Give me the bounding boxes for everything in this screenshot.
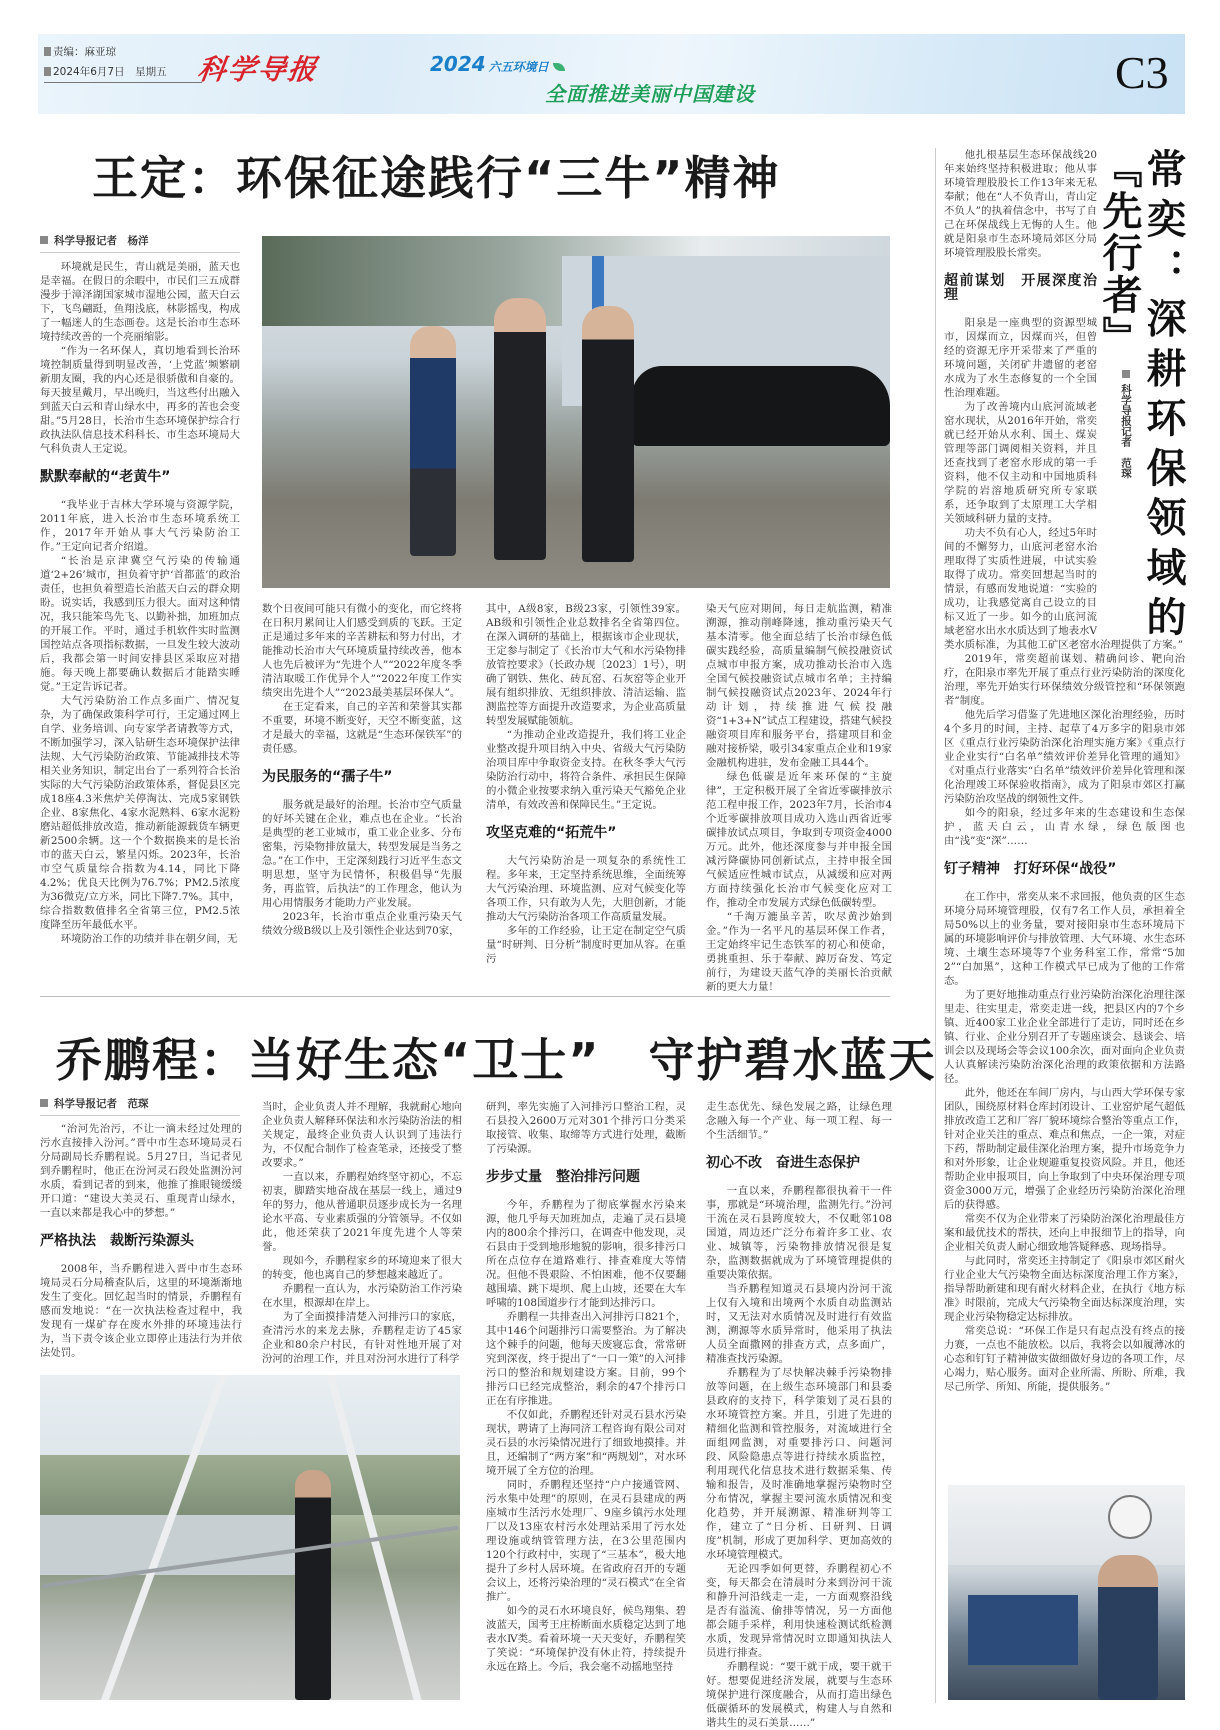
paragraph: “长治是京津冀空气污染的传输通道‘2+26’城市，担负着守护‘首都蓝’的政治责任，也担负着塑造长治蓝天白云的群众期盼。说实话，我感到压力很大。面对这种情况，我只能笨鸟先飞、以勤补拙，加班加点的开展工作。平时，通过手机软件实时监测国控站点各项指标数据，一旦发生较大波动后，我都会第一时间安排县区采取应对措施。每天晚上都要确认数据后才能踏实睡觉。”王定告诉记者。 xyxy=(40,555,240,693)
editor-line xyxy=(44,44,116,59)
sidebar-photo xyxy=(948,1485,1185,1700)
paragraph: 当乔鹏程知道灵石县境内汾河干流上仅有入境和出境两个水质自动监测站时，又无法对水质情况及时进行有效监测，溯源等水质异常时，他采用了执法人员全面撒网的排查方式，点多面广，精准查找污染源。 xyxy=(706,1283,892,1365)
paragraph: 此外，他还在车间厂房内，与山西大学环保专家团队，围绕原材料仓库封闭设计、工业窑炉尾气超低排放改造工艺和厂容厂貌环境综合整治等重点工作，针对企业关注的重点、难点和焦点，一企一策，对症下药，帮助制定最佳深化治理方案，提升市场竞争力和对外形象，让企业规避重复投资风险。并且，他还帮助企业申报项目，向上争取到了中央环保治理专项资金3000万元，增强了企业经历污染防治深化治理后的获得感。 xyxy=(944,1087,1185,1211)
paragraph: 数个日夜间可能只有微小的变化，而它终将在日积月累间让人们感受到质的飞跃。王定正是通过多年来的辛苦耕耘和努力付出，才能推动长治市大气环境质量持续改善，他本人也先后被评为“先进个人”“2022年度冬季清洁取暖工作优异个人”“2022年度工作实绩突出先进个人”“2023最美基层环保人”。 xyxy=(262,603,462,699)
paragraph: 研判，率先实施了入河排污口整治工程，灵石县投入2600万元对301个排污口分类采取接管、收集、取缔等方式进行处理，截断了污染源。 xyxy=(486,1101,686,1155)
paragraph: “治河先治污，不让一滴未经过处理的污水直接排入汾河。”晋中市生态环境局灵石分局副局长乔鹏程说。5月27日，当记者见到乔鹏程时，他正在汾河灵石段处监测汾河水质，看到记者的到来，他推了推眼镜缓缓开口道：“建设大美灵石、重现青山绿水，一直以来都是我心中的梦想。” xyxy=(40,1123,242,1219)
paragraph: 2008年，当乔鹏程进入晋中市生态环境局灵石分局稽查队后，这里的环境渐渐地发生了变化。回忆起当时的情景，乔鹏程有感而发地说：“在一次执法检查过程中，我发现有一煤矿存在废水外排的环境违法行为，当下责令该企业立即停止违法行为并依法处罚。 xyxy=(40,1263,242,1359)
article1-column-1 xyxy=(40,260,240,992)
photo-wall-clock xyxy=(1108,1495,1152,1539)
article2-column-4 xyxy=(706,1100,892,1729)
page-number: C3 xyxy=(1115,47,1169,98)
paragraph: 今年，乔鹏程为了彻底掌握水污染来源，他几乎每天加班加点，走遍了灵石县境内的800余个排污口，在调查中他发现，灵石县由于受到地形地貌的影响，很多排污口所在点位存在道路难行、排查难度大等情况。但他不畏艰险、不怕困难，他不仅要翻越围墙、跳下堤坝、爬上山坡，还要在大车呼啸的108国道步行才能到达排污口。 xyxy=(486,1199,686,1309)
date-line xyxy=(44,64,167,79)
section-subheading: 超前谋划 开展深度治理 xyxy=(944,273,1097,303)
photo-car xyxy=(632,366,890,446)
paragraph: 如今的阳泉，经过多年来的生态建设和生态保护，蓝天白云，山青水绿，绿色版图也由“浅”变“深”…… xyxy=(944,807,1185,847)
article2-photo xyxy=(40,1375,460,1700)
paragraph: 与此同时，常奕还主持制定了《阳泉市郊区耐火行业企业大气污染物全面达标深度治理工作方案》，指导帮助新建和现有耐火材料企业，在执行《地方标准》时限前，完成大气污染物全面达标深度治理，实现企业污染物稳定达标排放。 xyxy=(944,1255,1185,1323)
paragraph: 其中，A级8家，B级23家，引领性39家。AB级和引领性企业总数排名全省第四位。在深入调研的基础上，根据该市企业现状，王定参与制定了《长治市大气和水污染物排放管控要求》（长政办规〔2023〕1号），明确了钢铁、焦化、砖瓦窑、石灰窑等企业开展有组织排放、无组织排放、清洁运输、监测监控等方面提升改造要求，为企业高质量转型发展赋能领航。 xyxy=(486,603,686,727)
article1-photo xyxy=(262,236,890,588)
article2-byline-text: 科学导报记者 范琛 xyxy=(54,1098,149,1110)
section-subheading: 默默奉献的“老黄牛” xyxy=(40,469,171,485)
article1-byline xyxy=(40,233,240,253)
paragraph: 服务就是最好的治理。长治市空气质量的好坏关键在企业，难点也在企业。“长治是典型的老工业城市，重工业企业多、分布密集，污染物排放量大，转型发展是当务之急。”在工作中，王定深刻践行习近平生态文明思想，坚守为民情怀，积极倡导“先服务，再监管，后执法”的工作理念，他认为用心用情服务才能助力产业发展。 xyxy=(262,799,462,909)
photo-hills xyxy=(40,1455,460,1515)
paragraph: 如今的灵石水环境良好，候鸟翔集、碧波蓝天，国考王庄桥断面水质稳定达到了地表水Ⅳ类。看着环境一天天变好，乔鹏程笑了笑说：“环境保护没有休止符，持续提升永远在路上。今后，我会毫不动摇地坚持 xyxy=(486,1605,686,1673)
sidebar-byline xyxy=(1119,370,1133,479)
paragraph: 环境防治工作的功绩并非在朝夕间，无 xyxy=(60,933,238,945)
paragraph: 常奕不仅为企业带来了污染防治深化治理最佳方案和最优技术的帮扶，还向上申报细节上的指导，向企业相关负责人耐心细致地答疑释惑、现场指导。 xyxy=(944,1213,1185,1253)
sidebar-article xyxy=(944,148,1185,1478)
paragraph: 功夫不负有心人，经过5年时间的不懈努力，山底河老窑水治理取得了实质性进展，中试实验取得了成功。常奕回想起当时的情景，有感而发地说道：“实验的成功，让我感觉离自己设立的目标又近了一步。如今的山底河流域老窑水出水水质达到了地表水Ⅴ类水质标准，为其他工矿区老窑水治理提供了方案。” xyxy=(944,527,1184,651)
sidebar-headline: 常奕：深耕环保领域的『先行者』 xyxy=(1096,148,1186,638)
paragraph: 2023年，长治市重点企业重污染天气绩效分级B级以上及引领性企业达到70家， xyxy=(262,911,462,937)
event-name: 六五环境日 xyxy=(488,60,549,74)
section-divider xyxy=(40,996,890,997)
article2-byline xyxy=(40,1096,240,1116)
paragraph: 在工作中，常奕从来不求回报，他负责的区生态环境分局环境管理股，仅有7名工作人员，承担着全局50%以上的业务量，要对接阳泉市生态环境局下属的环境影响评价与排放管理、大气环境、水生态环境、土壤生态环境等7个业务科室工作，常常“5加2”“白加黑”，这种工作模式早已成为了他的工作常态。 xyxy=(944,891,1185,987)
photo-person-1 xyxy=(410,326,456,556)
article2-headline: 乔鹏程：当好生态“卫士” 守护碧水蓝天 xyxy=(56,1033,937,1087)
paragraph: 为了改善境内山底河流域老窑水现状，从2016年开始，常奕就已经开始从水利、国土、煤炭管理等部门调阅相关资料，并且还查找到了老窑水形成的第一手资料，他不仅主动和中国地质科学院的岩溶地质研究所专家联系，还争取到了太原理工大学相关领域科研力量的支持。 xyxy=(944,401,1097,525)
article1-column-3 xyxy=(486,602,686,992)
paragraph: 乔鹏程一共排查出入河排污口821个，其中146个问题排污口需要整治。为了解决这个棘手的问题，他每天废寝忘食，常常研究到深夜，终于提出了“一口一策”的入河排污口的整治和规划建设方案。目前，99个排污口已经完成整治，剩余的47个排污口正在有序推进。 xyxy=(486,1311,686,1407)
article2-column-1 xyxy=(40,1122,242,1367)
sidebar-divider xyxy=(935,148,936,1703)
leaf-icon xyxy=(553,63,565,71)
article1-column-4 xyxy=(706,602,892,992)
paragraph: 为了全面摸排清楚入河排污口的家底，查清污水的来龙去脉，乔鹏程走访了45家企业和80余户村民，有针对性地开展了对汾河的治理工作，并且对汾河水进行了科学 xyxy=(262,1311,462,1365)
environment-day-badge xyxy=(430,52,565,76)
paragraph: 为了更好地推动重点行业污染防治深化治理往深里走、往实里走，常奕走进一线，把县区内的7个乡镇、近400家工业企业全部进行了走访，同时还在乡镇、行业、企业分别召开了专题座谈会、恳谈会、培训会以及现场会等会议100余次，面对面向企业负责人认真解读污染防治深化治理的政策依据和方法路径。 xyxy=(944,989,1185,1085)
paragraph: 当时，企业负责人并不理解，我就耐心地向企业负责人解释环保法和水污染防治法的相关规定，最终企业负责人认识到了违法行为，不仅配合制作了检查笔录，还接受了整改要求。” xyxy=(262,1101,462,1169)
paragraph: 多年的工作经验，让王定在制定空气质量“时研判、日分析”制度时更加从容。在重污 xyxy=(486,925,686,965)
paragraph: “作为一名环保人，真切地看到长治环境控制质量得到明显改善，‘上党蓝’频繁刷新朋友圈，我的内心还是很骄傲和自豪的。每天披星戴月，早出晚归，当这些付出融入到蓝天白云和青山绿水中，再多的苦也会变甜。”5月28日，长治市生态环境保护综合行政执法队信息技术科科长、市生态环境局大气科负责人王定说。 xyxy=(40,345,240,455)
paragraph: 乔鹏程为了尽快解决棘手污染物排放等问题，在上级生态环境部门和县委县政府的支持下，科学策划了灵石县的水环境管控方案。并且，引进了先进的精细化监测和管控服务，对流域进行全面组网监测，对重要排污口、问题河段、风险隐患点等进行持续水质监控，利用现代化信息技术进行数据采集、传输和报告，及时准确地掌握污染物时空分布情况，掌握主要河流水质情况和变化趋势，并开展溯源、精准研判等工作，建立了“日分析、日研判、日调度”机制，形成了更加科学、更加高效的水环境管理模式。 xyxy=(706,1367,892,1561)
section-subheading: 攻坚克难的“拓荒牛” xyxy=(486,825,617,841)
paragraph: 2019年，常奕超前谋划、精确问诊、靶向治疗，在阳泉市率先开展了重点行业污染防治的深度化治理，率先开始实行环保绩效分级管控和“环保领跑者”制度。 xyxy=(944,653,1185,707)
paragraph: 一直以来，乔鹏程始终坚守初心，不忘初衷，脚踏实地奋战在基层一线上，通过9年的努力，他从普通职员逐步成长为一名理论水平高、专业素质强的分管领导。不仅如此，他还荣获了2021年度先进个人等荣誉。 xyxy=(262,1171,462,1253)
event-slogan: 全面推进美丽中国建设 xyxy=(545,82,755,106)
paragraph: 乔鹏程一直认为，水污染防治工作污染在水里，根源却在岸上。 xyxy=(262,1283,462,1309)
paragraph: 在王定看来，自己的辛苦和荣誉其实都不重要，环境不断变好，天空不断变蓝，这才是最大的幸福，这就是“生态环保铁军”的责任感。 xyxy=(262,701,462,755)
paragraph: “千淘万漉虽辛苦，吹尽黄沙始到金。”作为一名平凡的基层环保工作者，王定始终牢记生态铁军的初心和使命，勇挑重担、乐于奉献、踔厉奋发、笃定前行，为建设天蓝气净的美丽长治贡献新的更大力量！ xyxy=(706,911,892,993)
section-subheading: 严格执法 裁断污染源头 xyxy=(40,1233,194,1249)
article1-byline-text: 科学导报记者 杨洋 xyxy=(54,235,149,247)
issue-date: 2024年6月7日 星期五 xyxy=(53,66,167,78)
article2-column-3 xyxy=(486,1100,686,1700)
article1-column-2 xyxy=(262,602,462,992)
article2-column-2 xyxy=(262,1100,462,1368)
editor-name: 责编：麻亚琼 xyxy=(53,46,116,58)
sidebar-byline-text: 科学导报记者 范琛 xyxy=(1120,384,1132,479)
paragraph: 阳泉是一座典型的资源型城市，因煤而立，因煤而兴，但曾经的资源无序开采带来了严重的环境问题，关闭矿井遗留的老窑水成为了水生态修复的一个全国性治理难题。 xyxy=(944,317,1097,399)
paragraph: “我毕业于吉林大学环境与资源学院，2011年底，进入长治市生态环境系统工作，2017年开始从事大气污染防治工作。”王定向记者介绍道。 xyxy=(40,499,240,553)
paragraph: “为推动企业改造提升，我们将工业企业整改提升项目纳入中央、省级大气污染防治项目库中争取资金支持。在秋冬季大气污染防治行动中，将符合条件、承担民生保障的小微企业按要求纳入重污染天气豁免企业清单，有效改善和保障民生。”王定说。 xyxy=(486,729,686,811)
paragraph: 他扎根基层生态环保战线20年来始终坚持积极进取；他从事环境管理股股长工作13年来无私奉献；他在“人不负青山，青山定不负人”的执着信念中，书写了自己在环保战线上无悔的人生。他就是阳泉市生态环境局郊区分局环境管理股股长常奕。 xyxy=(944,149,1097,259)
paragraph: 一直以来，乔鹏程都很执着干一件事，那就是“环境治理，监测先行。”汾河干流在灵石县跨度较大，不仅毗邻108国道，周边还广泛分布着许多工业、农业、城镇等，污染物排放情况很是复杂，监测数据就成为了环境管理提供的重要决策依据。 xyxy=(706,1185,892,1281)
paragraph: 大气污染防治是一项复杂的系统性工程。多年来，王定坚持系统思维，全面统筹大气污染治理、环境监测、应对气候变化等各项工作，只有敢为人先，大胆创新，才能推动大气污染防治各项工作高质量发展。 xyxy=(486,855,686,923)
photo-person-2 xyxy=(494,298,546,560)
paragraph: 现如今，乔鹏程家乡的环境迎来了很大的转变，他也离自己的梦想越来越近了。 xyxy=(262,1255,462,1281)
article1-headline: 王定：环保征途践行“三牛”精神 xyxy=(92,151,781,205)
paragraph: 不仅如此，乔鹏程还针对灵石县水污染现状，聘请了上海同济工程咨询有限公司对灵石县的水污染情况进行了细致地摸排。并且，还编制了“两方案”和“两规划”，对水环境开展了全方位的治理。 xyxy=(486,1409,686,1477)
paragraph: 他先后学习借鉴了先进地区深化治理经验，历时4个多月的时间，主持、起草了4万多字的阳泉市郊区《重点行业污染防治深化治理实施方案》《重点行业企业实行“白名单”绩效评价差异化管理的通知》《对重点行业落实“白名单”绩效评价差异化管理和深化治理竣工环保验收指南》，成为了阳泉市郊区打赢污染防治攻坚战的纲领性文件。 xyxy=(944,709,1185,805)
paragraph: 绿色低碳是近年来环保的“主旋律”，王定积极开展了全省近零碳排放示范工程申报工作，2023年7月，长治市4个近零碳排放项目成功入选山西省近零碳排放试点项目，争取到专项资金4000万元。此外，他还深度参与并申报全国减污降碳协同创新试点，主持申报全国气候适应性城市试点，从减缓和应对两方面持续强化长治市气候变化应对工作，推动全市发展方式绿色低碳转型。 xyxy=(706,771,892,909)
photo-person-3 xyxy=(582,306,634,562)
paragraph: 同时，乔鹏程还坚持“户户接通管网、污水集中处理”的原则，在灵石县建成的两座城市生活污水处理厂、9座乡镇污水处理厂以及13座农村污水处理站采用了污水处理设施或纳管管理方法，在3公里范围内120个行政村中，实现了“三基本”，极大地提升了乡村人居环境。在省政府召开的专题会议上，还将污染治理的“灵石模式”在全省推广。 xyxy=(486,1479,686,1603)
event-year: 2024 xyxy=(430,52,486,76)
paragraph: 染天气应对期间，每日走航监测，精准溯源，推动削峰降速，推动重污染天气基本清零。他全面总结了长治市绿色低碳实践经验，高质量编制气候投融资试点城市申报方案，成功推动长治市入选全国气候投融资试点城市名单；主持编制气候投融资试点2023年、2024年行动计划，持续推进气候投融资“1+3+N”试点工程建设，搭建气候投融资项目库和服务平台，搭建项目和金融对接桥梁，吸引34家重点企业和19家金融机构进驻，发布金融工具44个。 xyxy=(706,603,892,769)
section-subheading: 初心不改 奋进生态保护 xyxy=(706,1155,860,1171)
paragraph: 环境就是民生，青山就是美丽，蓝天也是幸福。在假日的余暇中，市民们三五成群漫步于漳泽湖国家城市湿地公园，蓝天白云下，飞鸟翩跹，鱼翔浅底，林影摇曳，构成了一幅迷人的生态画卷。这是长治市生态环境持续改善的一个亮丽缩影。 xyxy=(40,261,240,343)
section-subheading: 步步丈量 整治排污问题 xyxy=(486,1169,640,1185)
photo-person xyxy=(295,1470,331,1700)
photo-monitor xyxy=(968,1595,1078,1665)
paragraph: 走生态优先、绿色发展之路，让绿色理念融入每一个产业、每一项工程、每一个生活细节。” xyxy=(706,1101,892,1141)
paragraph: 常奕总说：“环保工作是只有起点没有终点的接力赛，一点也不能放松。以后，我将会以如履薄冰的心态和钉钉子精神做实做细做好身边的各项工作，尽心竭力，贴心服务。面对企业所需、所盼、所难，我尽己所学、所知、所能，提供服务。” xyxy=(944,1325,1185,1393)
meta-divider xyxy=(44,82,202,83)
photo-officer xyxy=(1098,1555,1158,1700)
newspaper-logo: 科学导报 xyxy=(195,53,321,86)
sidebar-title-block xyxy=(1096,148,1186,638)
section-subheading: 钉子精神 打好环保“战役” xyxy=(944,861,1117,877)
paragraph: 大气污染防治工作点多面广、情况复杂，为了确保政策科学可行，王定通过网上自学、业务培训、向专家学者请教等方式，不断加强学习，深入钻研生态环境保护法律法规、大气污染防治政策、节能减排技术等相关业务知识，制定出台了一系列符合长治实际的大气污染防治政策体系，督促县区完成18座4.3米焦炉关停淘汰、完成5家钢铁企业、8家焦化、4家水泥熟料、6家水泥粉磨站超低排放改造，推动新能源载货车辆更新2500余辆。这一个个数据换来的是长治市的蓝天白云，繁星闪烁。2023年，长治市空气质量综合指数为4.14，同比下降4.2%；优良天比例为76.7%；PM2.5浓度为36微克/立方米，同比下降7.7%。其中，综合指数数值排名全省第三位，PM2.5浓度降至历年最低水平。 xyxy=(40,695,240,931)
paragraph: 乔鹏程说：“要干就干成，要干就干好。想要促进经济发展，就要与生态环境保护进行深度融合，从而打造出绿色低碳循环的发展模式，构建人与自然和谐共生的灵石美景……” xyxy=(706,1661,892,1729)
paragraph: 无论四季如何更替，乔鹏程初心不变，每天都会在清晨时分来到汾河干流和静升河沿线走一走，一方面观察沿线是否有溢流、偷排等情况，另一方面他都会随手采样，利用快速检测试纸检测水质，发现异常情况时立即通知执法人员进行排查。 xyxy=(706,1563,892,1659)
section-subheading: 为民服务的“孺子牛” xyxy=(262,769,393,785)
